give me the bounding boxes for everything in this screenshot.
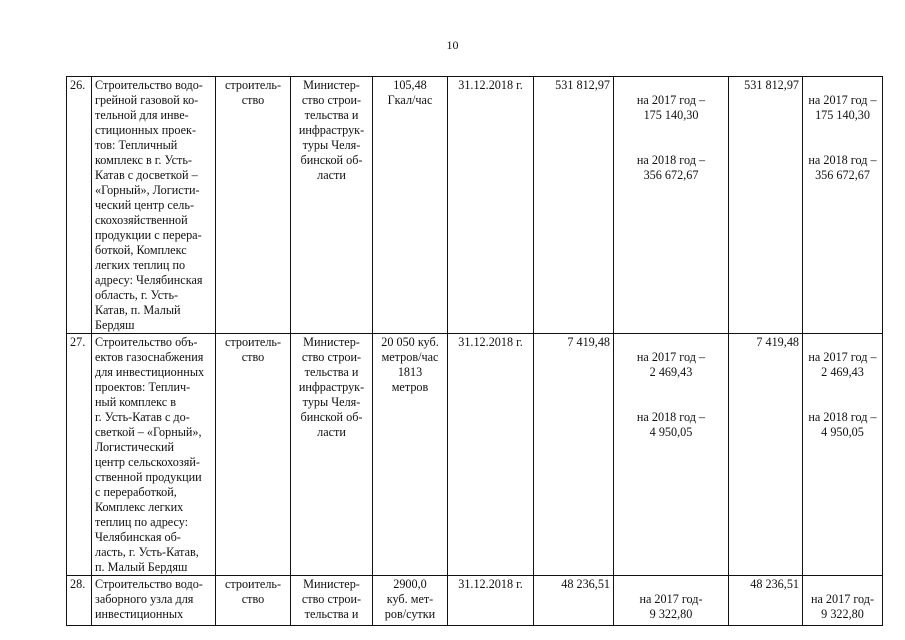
allocated-cost: 531 812,97 — [729, 77, 803, 334]
year-2017-amount: на 2017 год – 2 469,43 — [808, 350, 877, 379]
customer: Министер- ство строи- тельства и — [291, 576, 373, 626]
investment-table — [66, 76, 883, 626]
year-2018-amount: на 2018 год – 4 950,05 — [636, 410, 706, 439]
deadline: 31.12.2018 г. — [448, 334, 534, 576]
yearly-split-allocated — [803, 334, 883, 576]
object-description: Строительство водо- заборного узла для инвестиционных — [92, 576, 216, 626]
work-type: строитель- ство — [216, 576, 291, 626]
year-2017-amount: на 2017 год- 9 322,80 — [639, 592, 703, 621]
yearly-split — [614, 77, 729, 334]
yearly-split-allocated — [803, 77, 883, 334]
table-row — [67, 576, 883, 626]
page-number: 10 — [446, 38, 459, 52]
estimated-cost: 7 419,48 — [534, 334, 614, 576]
work-type: строитель- ство — [216, 334, 291, 576]
customer: Министер- ство строи- тельства и инфраструк- туры Челя- бинской об- ласти — [291, 334, 373, 576]
estimated-cost: 48 236,51 — [534, 576, 614, 626]
table-row — [67, 334, 883, 576]
allocated-cost: 7 419,48 — [729, 334, 803, 576]
capacity: 2900,0 куб. мет- ров/сутки — [373, 576, 448, 626]
capacity: 20 050 куб. метров/час 1813 метров — [373, 334, 448, 576]
capacity: 105,48 Гкал/час — [373, 77, 448, 334]
object-description: Строительство объ- ектов газоснабжения для инвестиционных проектов: Теплич- ный комплекс в г. Усть-Катав с до- светкой – «Горный», Логистический центр сельскохозяй- ственной продукции с переработкой, Комплекс легких теплиц по адресу: Челябинская об- ласть, г. Усть-Катав, п. Малый Бердяш — [92, 334, 216, 576]
year-2017-amount: на 2017 год – 175 140,30 — [808, 93, 877, 122]
year-2018-amount: на 2018 год – 356 672,67 — [636, 153, 706, 182]
yearly-split — [614, 334, 729, 576]
deadline: 31.12.2018 г. — [448, 77, 534, 334]
year-2017-amount: на 2017 год – 175 140,30 — [636, 93, 706, 122]
year-2018-amount: на 2018 год – 356 672,67 — [808, 153, 877, 182]
allocated-cost: 48 236,51 — [729, 576, 803, 626]
deadline: 31.12.2018 г. — [448, 576, 534, 626]
yearly-split-allocated — [803, 576, 883, 626]
object-description: Строительство водо- грейной газовой ко- тельной для инве- стиционных проек- тов: Тепличный комплекс в г. Усть- Катав с досветкой – «Горный», Логисти- ческий центр сель- скохозяйственной продукции с перера- боткой, Комплекс легких теплиц по адресу: Челябинская область, г. Усть- Катав, п. Малый Бердяш — [92, 77, 216, 334]
table-row — [67, 77, 883, 334]
row-number: 27. — [67, 334, 92, 576]
year-2017-amount: на 2017 год – 2 469,43 — [636, 350, 706, 379]
customer: Министер- ство строи- тельства и инфраструк- туры Челя- бинской об- ласти — [291, 77, 373, 334]
year-2017-amount: на 2017 год- 9 322,80 — [810, 592, 875, 621]
yearly-split — [614, 576, 729, 626]
estimated-cost: 531 812,97 — [534, 77, 614, 334]
work-type: строитель- ство — [216, 77, 291, 334]
row-number: 28. — [67, 576, 92, 626]
row-number: 26. — [67, 77, 92, 334]
year-2018-amount: на 2018 год – 4 950,05 — [808, 410, 877, 439]
